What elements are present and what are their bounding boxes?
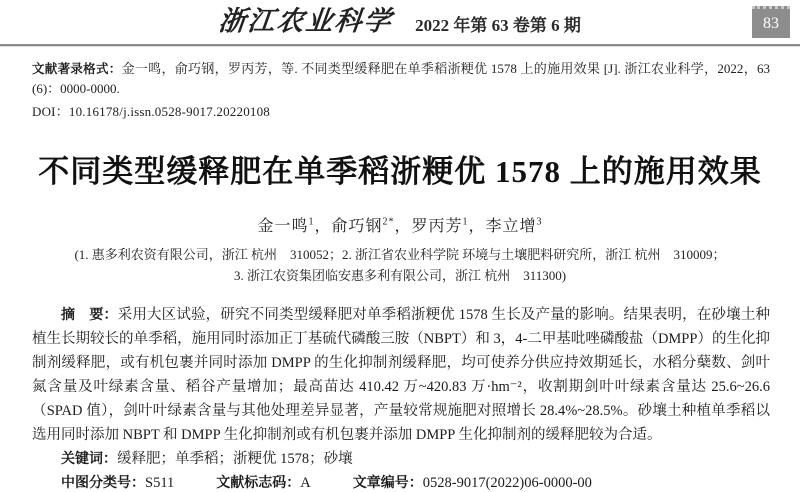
author <box>486 218 543 235</box>
affiliation-line: (1. 惠多利农资有限公司，浙江 杭州 310052；2. 浙江省农业科学院 环境与土壤肥料研究所，浙江 杭州 310009； <box>74 247 726 262</box>
doi-value: 10.16178/j.issn.0528-9017.20220108 <box>68 104 270 119</box>
author-affil-mark: 2* <box>382 216 395 228</box>
author-list <box>0 213 800 236</box>
clc-label: 中图分类号： <box>61 474 145 490</box>
author-affil-mark: 1 <box>308 216 315 228</box>
page-number-badge: 83 <box>752 6 790 38</box>
header-rule <box>0 44 800 47</box>
citation-line <box>32 59 770 99</box>
journal-header <box>0 0 800 44</box>
author-name: 罗丙芳 <box>411 218 463 235</box>
citation-block <box>32 59 770 122</box>
author-name: 俞巧钢 <box>331 218 383 235</box>
classification-line <box>32 471 770 492</box>
doc-code-value: A <box>300 475 311 491</box>
doi-line <box>32 102 770 122</box>
abstract-label: 摘 要： <box>61 306 118 322</box>
journal-name: 浙江农业科学 <box>217 6 395 36</box>
author-name: 李立增 <box>485 218 537 235</box>
article-id-value: 0528-9017(2022)06-0000-00 <box>422 475 592 491</box>
affiliation-line: 3. 浙江农资集团临安惠多利有限公司，浙江 杭州 311300) <box>233 268 567 283</box>
abstract-paragraph <box>32 302 770 447</box>
author <box>257 218 331 235</box>
keywords-text: 缓释肥；单季稻；浙粳优 1578；砂壤 <box>117 451 353 467</box>
author-separator: ， <box>314 218 332 235</box>
author-name: 金一鸣 <box>257 218 309 235</box>
author-separator: ， <box>468 218 486 235</box>
affiliations <box>0 244 800 286</box>
keywords-line <box>32 447 770 471</box>
doc-code-label: 文献标志码： <box>216 474 301 490</box>
citation-text: 金一鸣，俞巧钢，罗丙芳，等. 不同类型缓释肥在单季稻浙粳优 1578 上的施用效果 [J]. 浙江农业科学，2022，63 (6)：0000-0000. <box>32 61 770 96</box>
article-id-label: 文章编号： <box>352 474 423 490</box>
author <box>331 218 411 235</box>
doi-label: DOI： <box>32 104 69 119</box>
keywords-label: 关键词： <box>61 450 117 466</box>
issue-info: 2022 年第 63 卷第 6 期 <box>415 16 581 35</box>
author-separator: ， <box>394 218 412 235</box>
author-affil-mark: 1 <box>462 216 469 228</box>
clc-value: S511 <box>145 475 175 491</box>
author <box>412 218 486 235</box>
article-title: 不同类型缓释肥在单季稻浙粳优 1578 上的施用效果 <box>38 154 762 189</box>
citation-label: 文献著录格式： <box>32 62 122 76</box>
abstract-text: 采用大区试验，研究不同类型缓释肥对单季稻浙粳优 1578 生长及产量的影响。结果表明，在砂壤土种植生长期较长的单季稻，施用同时添加正丁基硫代磷酸三胺（NBPT）和 3，4-二甲基吡唑磷酸盐（DMPP）的生化抑制剂缓释肥，或有机包裹并同时添加 DMPP 的生化抑制剂缓释肥，均可使养分供应持效期延长，水稻分蘖数、剑叶氮含量及叶绿素含量、稻谷产量增加；最高苗达 410.42 万~420.83 万·hm⁻²，收割期剑叶叶绿素含量达 25.6~26.6（SPAD 值），剑叶叶绿素含量与其他处理差异显著，产量较常规施肥对照增长 28.4%~28.5%。砂壤土种植单季稻以选用同时添加 NBPT 和 DMPP 生化抑制剂或有机包裹并添加 DMPP 生化抑制剂的缓释肥较为合适。 <box>32 307 771 443</box>
author-affil-mark: 3 <box>536 216 543 228</box>
